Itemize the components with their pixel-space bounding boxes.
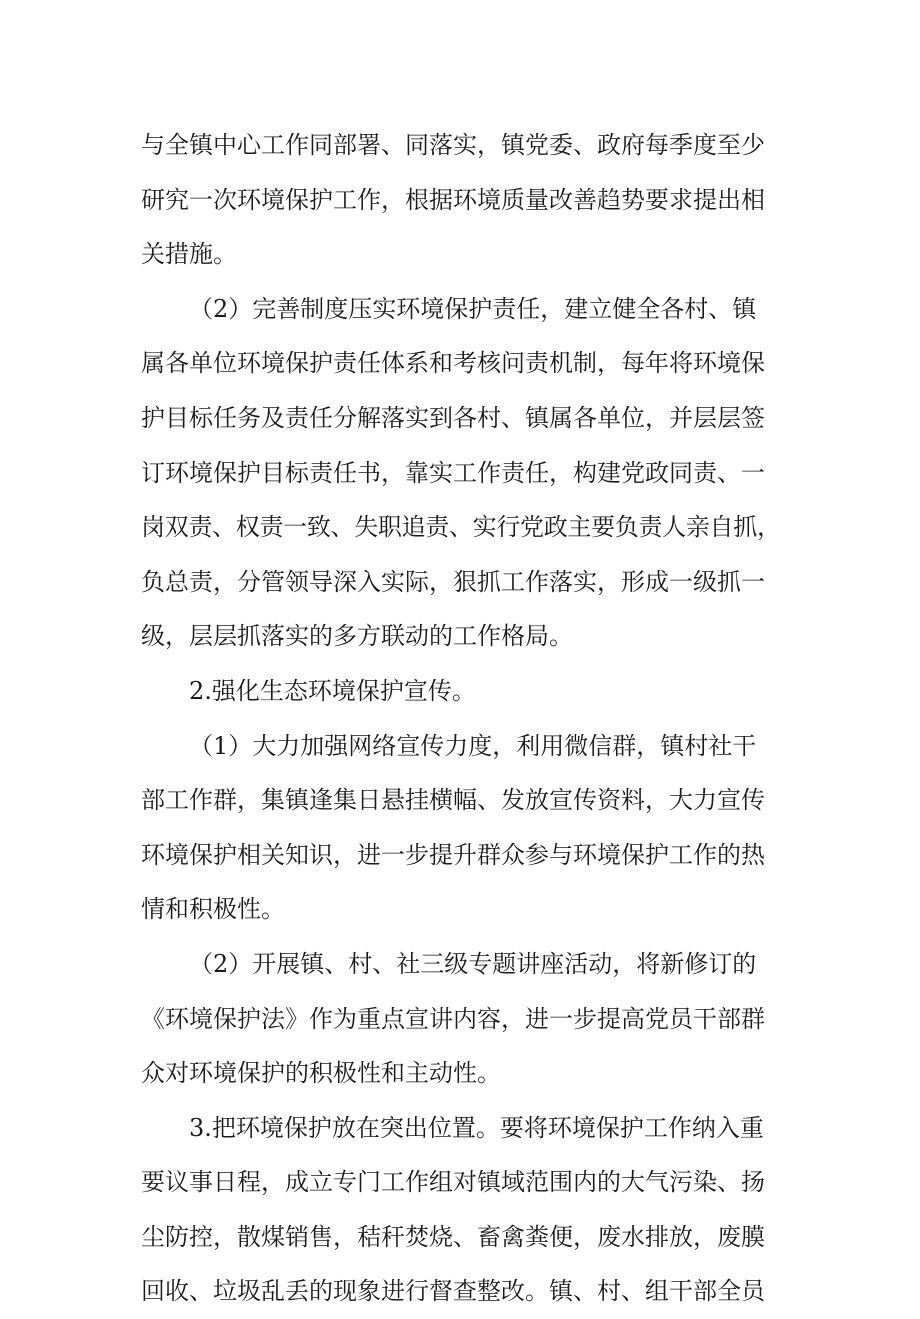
text-line: 研究一次环境保护工作，根据环境质量改善趋势要求提出相: [141, 185, 765, 214]
text-line: 情和积极性。: [141, 895, 285, 924]
text-line: （2）完善制度压实环境保护责任，建立健全各村、镇: [189, 294, 757, 323]
text-line: 订环境保护目标责任书，靠实工作责任，构建党政同责、一: [141, 458, 765, 487]
text-line: 部工作群，集镇逢集日悬挂横幅、发放宣传资料，大力宣传: [141, 786, 765, 815]
text-line: 2.强化生态环境保护宣传。: [189, 676, 476, 705]
text-line: 属各单位环境保护责任体系和考核问责机制，每年将环境保: [141, 349, 765, 378]
text-line: 《环境保护法》作为重点宣讲内容，进一步提高党员干部群: [141, 1004, 765, 1033]
text-line: 众对环境保护的积极性和主动性。: [141, 1059, 501, 1088]
text-line: （2）开展镇、村、社三级专题讲座活动，将新修订的: [189, 949, 757, 978]
text-line: 要议事日程，成立专门工作组对镇域范围内的大气污染、扬: [141, 1168, 765, 1197]
text-line: 关措施。: [141, 240, 237, 269]
text-line: （1）大力加强网络宣传力度，利用微信群，镇村社干: [189, 731, 757, 760]
text-line: 尘防控，散煤销售，秸秆焚烧、畜禽粪便，废水排放，废膜: [141, 1222, 765, 1251]
text-line: 与全镇中心工作同部署、同落实，镇党委、政府每季度至少: [141, 131, 765, 159]
text-line: 负总责，分管领导深入实际，狠抓工作落实，形成一级抓一: [141, 567, 765, 596]
text-line: 岗双责、权责一致、失职追责、实行党政主要负责人亲自抓，: [141, 513, 781, 542]
text-line: 回收、垃圾乱丢的现象进行督查整改。镇、村、组干部全员: [141, 1277, 765, 1306]
document-body: [141, 118, 781, 1319]
text-line: 环境保护相关知识，进一步提升群众参与环境保护工作的热: [141, 840, 765, 869]
text-line: 3.把环境保护放在突出位置。要将环境保护工作纳入重: [189, 1113, 764, 1142]
text-line: 护目标任务及责任分解落实到各村、镇属各单位，并层层签: [141, 403, 765, 432]
text-line: 级，层层抓落实的多方联动的工作格局。: [141, 622, 573, 651]
